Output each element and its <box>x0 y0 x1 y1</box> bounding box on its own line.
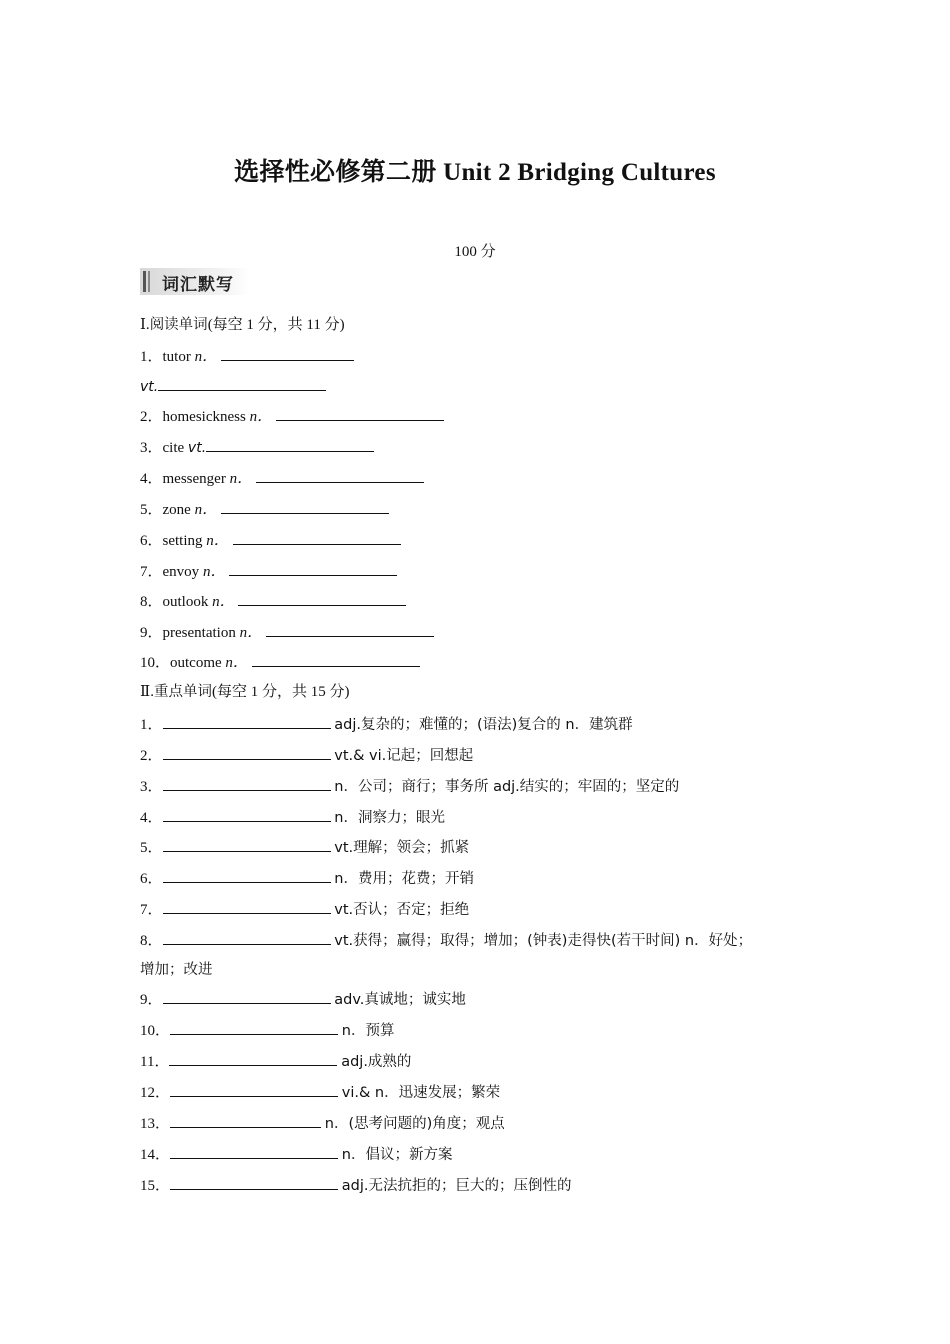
section-badge <box>140 268 250 295</box>
answer-blank[interactable] <box>206 437 374 452</box>
part2-item: 1． adj.复杂的；难懂的；(语法)复合的 n．建筑群 <box>140 714 633 735</box>
section-badge-label: 词汇默写 <box>162 275 234 295</box>
part2-item: 13． n．(思考问题的)角度；观点 <box>140 1113 505 1134</box>
answer-blank[interactable] <box>163 868 331 883</box>
part1-item: 9．presentation n． <box>140 622 434 643</box>
part2-heading <box>140 682 349 702</box>
part1-item: vt. <box>140 376 326 397</box>
answer-blank[interactable] <box>238 591 406 606</box>
answer-blank[interactable] <box>229 561 397 576</box>
part1-item: 6．setting n． <box>140 530 401 551</box>
part2-heading-note: (每空 1 分，共 15 分) <box>211 684 350 700</box>
answer-blank[interactable] <box>170 1082 338 1097</box>
part1-heading-num: Ⅰ. <box>140 317 150 333</box>
part1-heading <box>140 315 345 335</box>
answer-blank[interactable] <box>163 837 331 852</box>
part2-heading-label: 重点单词 <box>153 684 212 700</box>
answer-blank[interactable] <box>158 376 326 391</box>
answer-blank[interactable] <box>256 468 424 483</box>
answer-blank[interactable] <box>170 1144 338 1159</box>
answer-blank[interactable] <box>163 745 331 760</box>
part1-item: 7．envoy n． <box>140 561 397 582</box>
answer-blank[interactable] <box>163 714 331 729</box>
part1-item: 2．homesickness n． <box>140 406 444 427</box>
part2-item: 4． n．洞察力；眼光 <box>140 807 445 828</box>
part2-item: 10． n．预算 <box>140 1020 394 1041</box>
answer-blank[interactable] <box>170 1113 321 1128</box>
answer-blank[interactable] <box>170 1175 338 1190</box>
part2-item: 2． vt.& vi.记起；回想起 <box>140 745 473 766</box>
answer-blank[interactable] <box>163 807 331 822</box>
answer-blank[interactable] <box>169 1051 337 1066</box>
answer-blank[interactable] <box>276 406 444 421</box>
answer-blank[interactable] <box>163 930 331 945</box>
part1-item: 8．outlook n． <box>140 591 406 612</box>
part2-heading-num: Ⅱ. <box>140 684 154 700</box>
part2-item: 14． n．倡议；新方案 <box>140 1144 452 1165</box>
page-title: 选择性必修第二册 Unit 2 Bridging Cultures <box>234 159 716 186</box>
answer-blank[interactable] <box>221 499 389 514</box>
answer-blank[interactable] <box>252 652 420 667</box>
part2-item: 8． vt.获得；赢得；取得；增加；(钟表)走得快(若干时间) n．好处； <box>140 930 752 951</box>
part2-item-continuation: 增加；改进 <box>140 962 213 978</box>
part1-item: 5．zone n． <box>140 499 389 520</box>
part2-item: 5． vt.理解；领会；抓紧 <box>140 837 469 858</box>
part1-heading-note: (每空 1 分，共 11 分) <box>207 317 345 333</box>
answer-blank[interactable] <box>163 899 331 914</box>
answer-blank[interactable] <box>266 622 434 637</box>
part2-item: 15． adj.无法抗拒的；巨大的；压倒性的 <box>140 1175 572 1196</box>
answer-blank[interactable] <box>163 989 331 1004</box>
answer-blank[interactable] <box>221 346 354 361</box>
part1-item: 10．outcome n． <box>140 652 420 673</box>
part1-item: 4．messenger n． <box>140 468 424 489</box>
part2-item: 9． adv.真诚地；诚实地 <box>140 989 466 1010</box>
badge-bars-icon <box>143 271 150 292</box>
part1-heading-label: 阅读单词 <box>149 317 208 333</box>
part1-item: 1．tutor n． <box>140 346 354 367</box>
part1-item: 3．cite vt. <box>140 437 374 458</box>
part2-item: 3． n．公司；商行；事务所 adj.结实的；牢固的；坚定的 <box>140 776 679 797</box>
answer-blank[interactable] <box>170 1020 338 1035</box>
total-score: 100 分 <box>454 244 496 260</box>
answer-blank[interactable] <box>233 530 401 545</box>
part2-item: 11． adj.成熟的 <box>140 1051 411 1072</box>
part2-item: 12． vi.& n．迅速发展；繁荣 <box>140 1082 500 1103</box>
answer-blank[interactable] <box>163 776 331 791</box>
part2-item: 6． n．费用；花费；开销 <box>140 868 474 889</box>
part2-item: 7． vt.否认；否定；拒绝 <box>140 899 469 920</box>
